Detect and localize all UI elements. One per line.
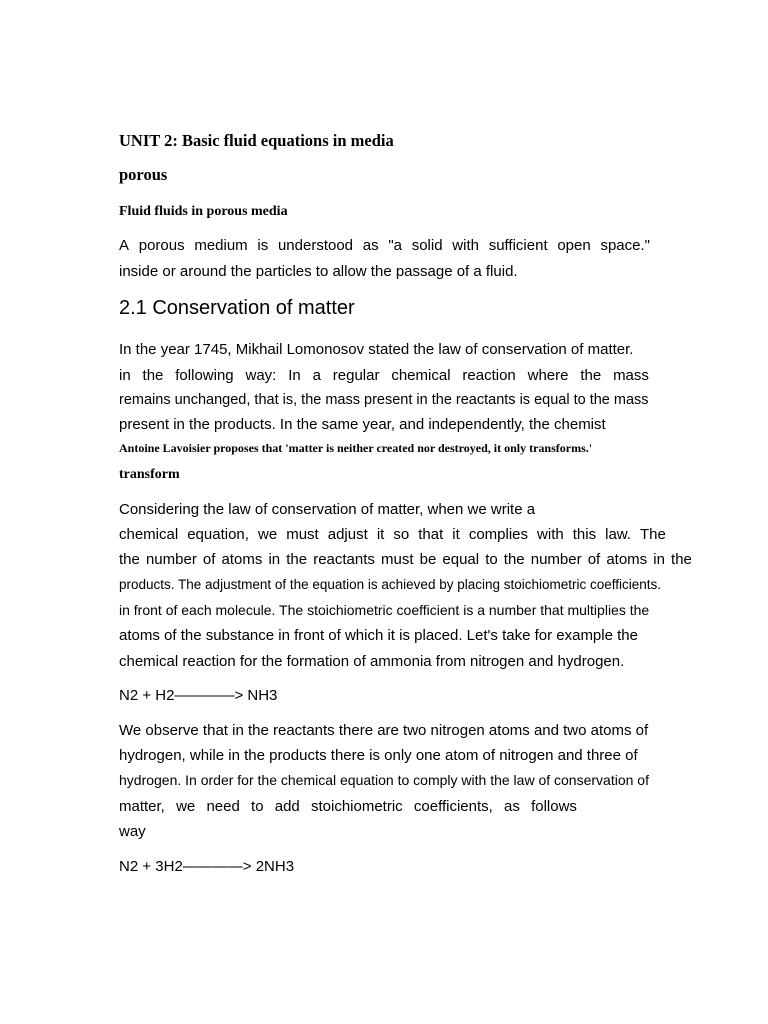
para2-line-5: in front of each molecule. The stoichiometric coefficient is a number that multiplies the <box>119 602 650 618</box>
para3-line-5: way <box>119 823 146 840</box>
para2-line-2 <box>119 526 666 543</box>
word: solid <box>411 237 443 254</box>
word: medium <box>194 237 248 254</box>
word: in <box>268 551 281 568</box>
word: to <box>485 551 498 568</box>
word: of <box>587 551 601 568</box>
para2-line-3 <box>119 551 692 568</box>
word: In <box>288 367 301 384</box>
word: it <box>452 526 460 543</box>
word: regular <box>332 367 380 384</box>
word: as <box>362 237 379 254</box>
word: this <box>572 526 597 543</box>
word: understood <box>277 237 354 254</box>
word: it <box>376 526 385 543</box>
word: the <box>119 551 140 568</box>
para2-line-6: atoms of the substance in front of which it is placed. Let's take for example the <box>119 627 638 644</box>
word: need <box>206 798 240 815</box>
word: way: <box>245 367 277 384</box>
subheading: Fluid fluids in porous media <box>119 204 288 219</box>
para2-line-4: products. The adjustment of the equation is achieved by placing stoichiometric coefficients. <box>119 577 662 592</box>
word: space." <box>600 237 650 254</box>
intro-line-1 <box>119 237 650 254</box>
word: of <box>202 551 216 568</box>
para1-line-1: In the year 1745, Mikhail Lomonosov stated the law of conservation of matter. <box>119 341 634 358</box>
para3-line-4 <box>119 798 577 815</box>
equation-balanced: N2 + 3H2————> 2NH3 <box>119 858 295 875</box>
section-heading: 2.1 Conservation of matter <box>119 297 355 319</box>
word: in <box>119 367 131 384</box>
word: reaction <box>462 367 516 384</box>
word: complies <box>468 526 528 543</box>
word: atoms <box>221 551 263 568</box>
word: the <box>286 551 308 568</box>
word: A <box>119 237 130 254</box>
para3-line-3: hydrogen. In order for the chemical equation to comply with the law of conservation of <box>119 772 649 788</box>
para2-line-1: Considering the law of conservation of matter, when we write a <box>119 501 536 518</box>
word: we <box>176 798 196 815</box>
para1-line-4: present in the products. In the same year, and independently, the chemist <box>119 416 606 433</box>
word: open <box>557 237 591 254</box>
word: The <box>640 526 666 543</box>
para1-line-5: Antoine Lavoisier proposes that 'matter is neither created nor destroyed, it only transforms.' <box>119 441 593 455</box>
para1-line-6: transform <box>119 467 180 482</box>
para3-line-1: We observe that in the reactants there are two nitrogen atoms and two atoms of <box>119 722 649 739</box>
word: in <box>653 551 665 568</box>
word: following <box>175 367 234 384</box>
word: sufficient <box>488 237 548 254</box>
word: the <box>142 367 164 384</box>
word: "a <box>388 237 402 254</box>
word: add <box>274 798 300 815</box>
word: chemical <box>391 367 451 384</box>
word: with <box>452 237 479 254</box>
word: must <box>381 551 414 568</box>
word: is <box>257 237 269 254</box>
word: that <box>418 526 444 543</box>
para1-line-3: remains unchanged, that is, the mass present in the reactants is equal to the mass <box>119 392 649 408</box>
word: the <box>580 367 602 384</box>
word: must <box>286 526 319 543</box>
word: number <box>530 551 582 568</box>
word: number <box>145 551 197 568</box>
unit-title-continuation: porous <box>119 165 168 184</box>
word: to <box>251 798 264 815</box>
word: chemical <box>119 526 179 543</box>
word: so <box>393 526 410 543</box>
word: the <box>671 551 692 568</box>
word: equation, <box>187 526 249 543</box>
word: a <box>312 367 321 384</box>
unit-title: UNIT 2: Basic fluid equations in media <box>119 131 394 150</box>
word: law. <box>605 526 631 543</box>
word: adjust <box>327 526 368 543</box>
word: mass <box>613 367 649 384</box>
word: matter, <box>119 798 165 815</box>
word: we <box>257 526 278 543</box>
para3-line-2: hydrogen, while in the products there is only one atom of nitrogen and three of <box>119 747 638 764</box>
para2-line-7: chemical reaction for the formation of ammonia from nitrogen and hydrogen. <box>119 653 625 670</box>
equation-unbalanced: N2 + H2————> NH3 <box>119 687 278 704</box>
word: where <box>527 367 569 384</box>
word: be <box>419 551 437 568</box>
word: the <box>503 551 525 568</box>
word: equal <box>442 551 480 568</box>
word: stoichiometric <box>310 798 403 815</box>
intro-line-2: inside or around the particles to allow the passage of a fluid. <box>119 263 518 280</box>
word: follows <box>531 798 577 815</box>
word: atoms <box>606 551 648 568</box>
word: reactants <box>313 551 375 568</box>
word: porous <box>138 237 185 254</box>
para1-line-2 <box>119 367 649 384</box>
word: as <box>504 798 520 815</box>
word: with <box>537 526 564 543</box>
word: coefficients, <box>413 798 493 815</box>
